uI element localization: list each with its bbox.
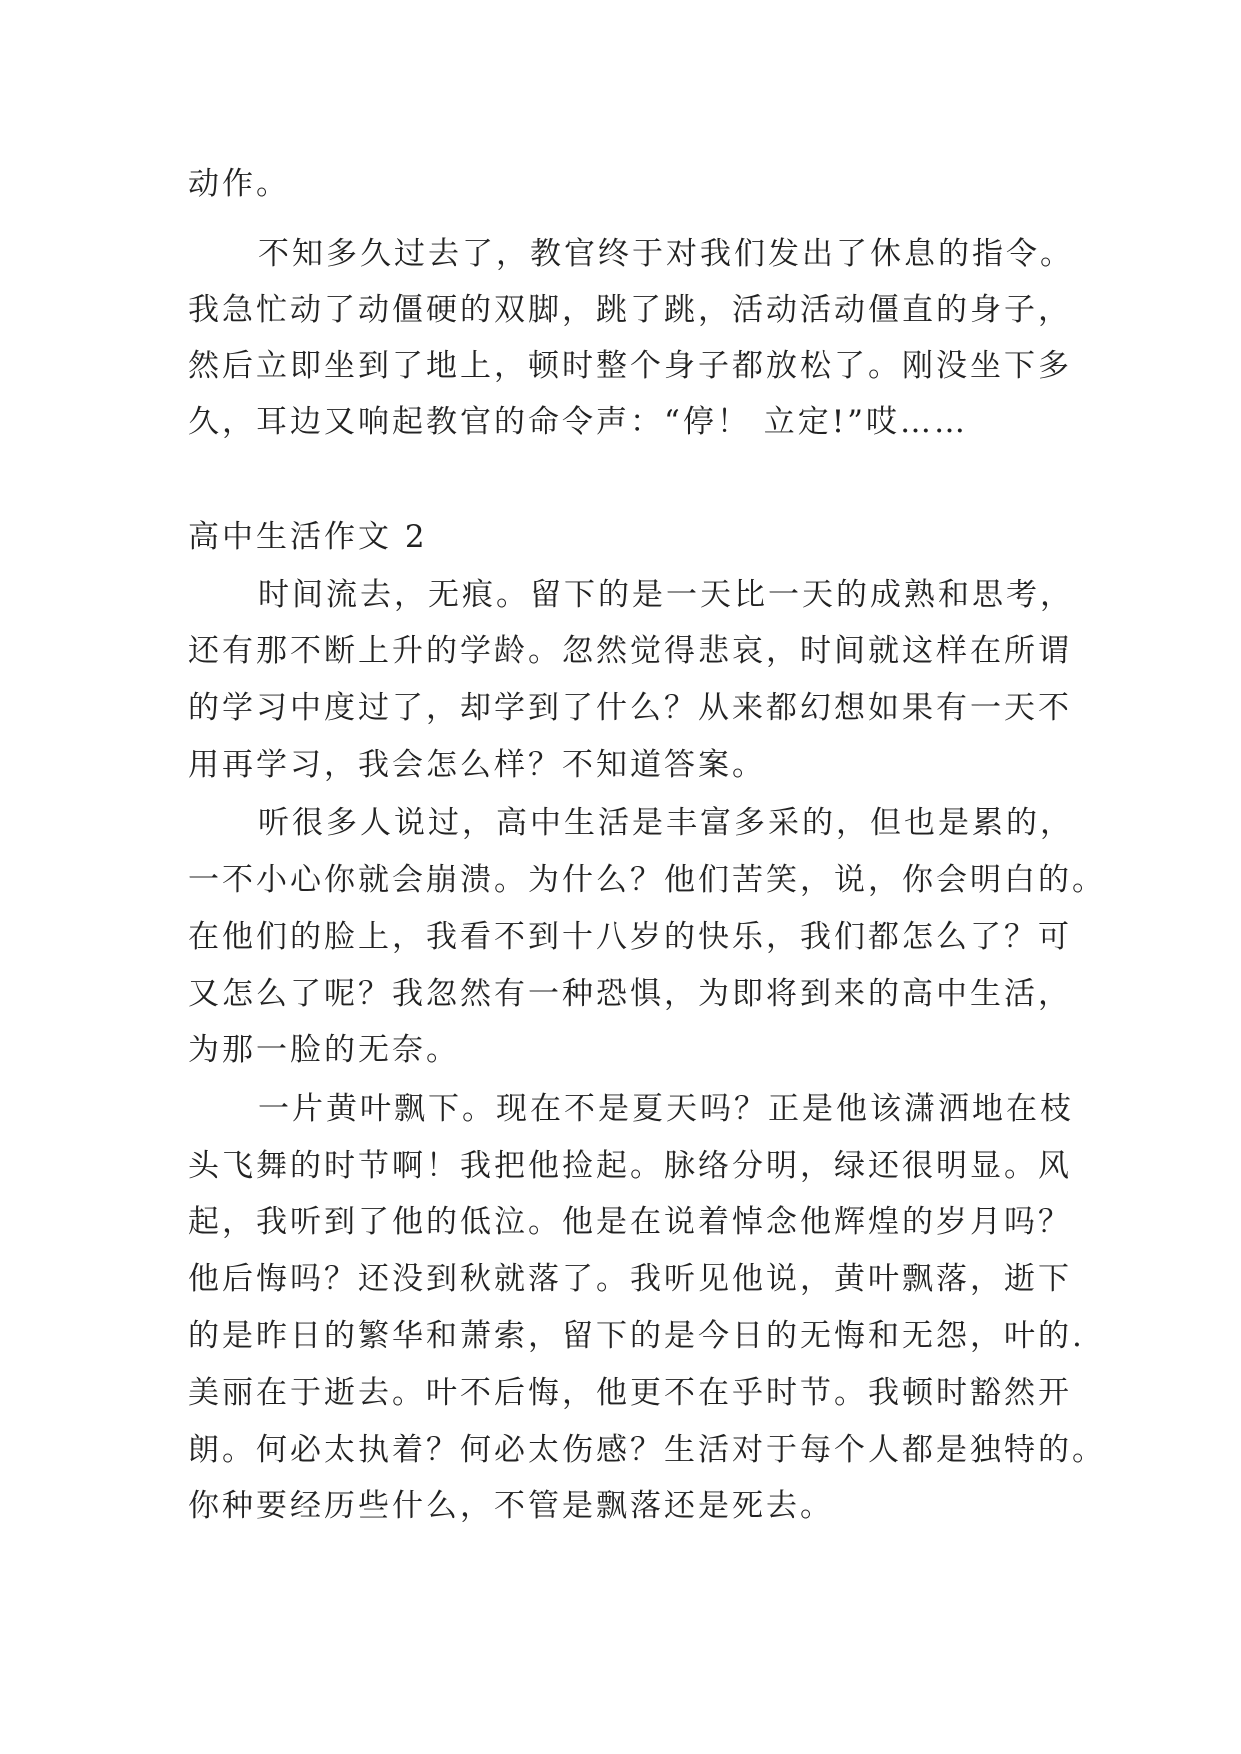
text-line: 的是昨日的繁华和萧索，留下的是今日的无悔和无怨，叶的. xyxy=(188,1318,1085,1354)
text-line: 一不小心你就会崩溃。为什么？他们苦笑，说，你会明白的。 xyxy=(188,862,1106,898)
text-line: 朗。何必太执着？何必太伤感？生活对于每个人都是独特的。 xyxy=(188,1432,1106,1468)
section-title: 高中生活作文 2 xyxy=(188,519,428,555)
text-line: 久，耳边又响起教官的命令声：“停！ 立定!”哎…… xyxy=(188,404,969,440)
text-line: 他后悔吗？还没到秋就落了。我听见他说，黄叶飘落，逝下 xyxy=(188,1261,1072,1297)
text-line: 又怎么了呢？我忽然有一种恐惧，为即将到来的高中生活， xyxy=(188,976,1072,1012)
text-line: 不知多久过去了，教官终于对我们发出了休息的指令。 xyxy=(258,236,1074,272)
text-line: 的学习中度过了，却学到了什么？从来都幻想如果有一天不 xyxy=(188,690,1072,726)
text-line: 起，我听到了他的低泣。他是在说着悼念他辉煌的岁月吗？ xyxy=(188,1204,1072,1240)
text-line: 还有那不断上升的学龄。忽然觉得悲哀，时间就这样在所谓 xyxy=(188,633,1072,669)
text-line: 动作。 xyxy=(188,166,290,202)
text-line: 然后立即坐到了地上，顿时整个身子都放松了。刚没坐下多 xyxy=(188,348,1072,384)
text-line: 用再学习，我会怎么样？不知道答案。 xyxy=(188,747,766,783)
text-line: 你种要经历些什么，不管是飘落还是死去。 xyxy=(188,1488,834,1524)
text-line: 为那一脸的无奈。 xyxy=(188,1032,460,1068)
text-line: 时间流去，无痕。留下的是一天比一天的成熟和思考， xyxy=(258,577,1074,613)
text-line: 在他们的脸上，我看不到十八岁的快乐，我们都怎么了？可 xyxy=(188,919,1072,955)
text-line: 我急忙动了动僵硬的双脚，跳了跳，活动活动僵直的身子， xyxy=(188,292,1072,328)
text-line: 一片黄叶飘下。现在不是夏天吗？正是他该潇洒地在枝 xyxy=(258,1091,1074,1127)
text-line: 美丽在于逝去。叶不后悔，他更不在乎时节。我顿时豁然开 xyxy=(188,1375,1072,1411)
text-line: 头飞舞的时节啊！我把他捡起。脉络分明，绿还很明显。风 xyxy=(188,1148,1072,1184)
text-line: 听很多人说过，高中生活是丰富多采的，但也是累的， xyxy=(258,805,1074,841)
